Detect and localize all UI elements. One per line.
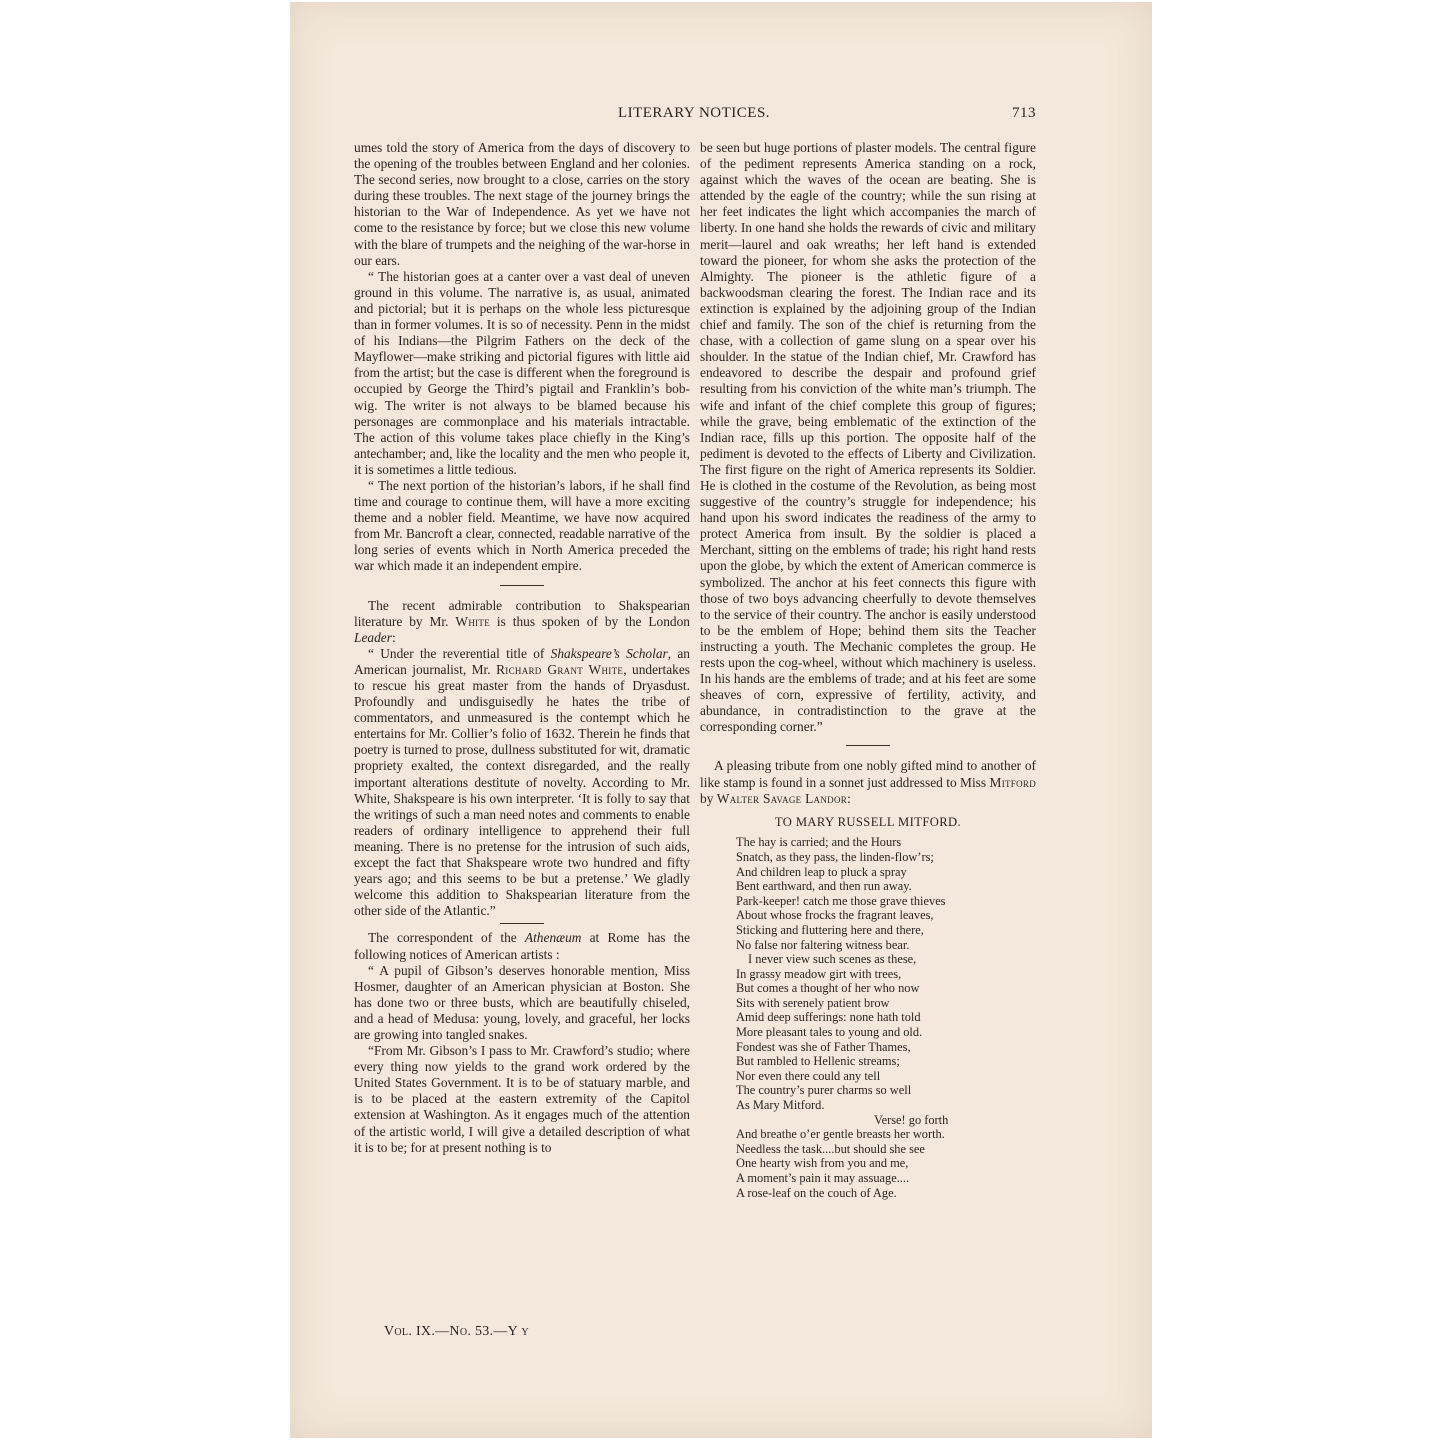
- page-number: 713: [1012, 105, 1036, 121]
- signature-mark: Vol. IX.—No. 53.—Y y: [384, 1324, 529, 1339]
- poem-line: Park-keeper! catch me those grave thieves: [736, 893, 946, 908]
- section-divider: [846, 745, 890, 746]
- poem-line: Nor even there could any tell: [736, 1068, 881, 1083]
- poem-title: TO MARY RUSSELL MITFORD.: [774, 814, 962, 829]
- poem-line: And children leap to pluck a spray: [736, 864, 907, 879]
- poem-line: A moment’s pain it may assuage....: [736, 1171, 910, 1185]
- poem-line: Sticking and fluttering here and there,: [736, 922, 924, 937]
- paragraph: The correspondent of the Athenæum at Rome has the following notices of American artists :: [354, 930, 691, 962]
- paragraph: “From Mr. Gibson’s I pass to Mr. Crawford’s studio; where every thing now yields to the grand work ordered by the United States Government. It is to be of statuary marble, and is to be placed at the eastern extremity of the Capitol extension at Washington. As it engages much of the attention of the artistic world, I will give a detailed description of what it is to be; for at present nothing is to: [354, 1043, 690, 1155]
- author-name: Walter Savage Landor: [716, 790, 848, 806]
- poem-line: Sits with serenely patient brow: [736, 995, 890, 1010]
- poem-line: About whose frocks the fragrant leaves,: [736, 908, 934, 923]
- poem-line: Amid deep sufferings: none hath told: [736, 1010, 921, 1025]
- right-column: [700, 140, 1036, 1200]
- paragraph: A pleasing tribute from one nobly gifted mind to another of like stamp is found in a sonnet just addressed to Miss Mitford by Walter Savage Landor:: [700, 758, 1036, 806]
- author-name: White: [455, 613, 491, 629]
- poem-line: But rambled to Hellenic streams;: [736, 1054, 900, 1069]
- left-column: [354, 140, 690, 1156]
- poem-line: Bent earthward, and then run away.: [736, 879, 912, 894]
- page-header: [352, 105, 1036, 125]
- paragraph: be seen but huge portions of plaster models. The central figure of the pediment represents America standing on a rock, against which the waves of the ocean are beating. She is attended by the eagle of the country; while the sun rising at her feet indicates the light which accompanies the march of liberty. In one hand she holds the rewards of civic and military merit—laurel and oak wreaths; her left hand is extended toward the pioneer, for whom she asks the protection of the Almighty. The pioneer is the athletic figure of a backwoodsman clearing the forest. The Indian race and its extinction is explained by the adjoining group of the Indian chief and family. The son of the chief is returning from the chase, with a collection of game slung on a spear over his shoulder. In the statue of the Indian chief, Mr. Crawford has endeavored to describe the despair and profound grief resulting from his conviction of the white man’s triumph. The wife and infant of the chief complete this group of figures; while the grave, being emblematic of the extinction of the Indian race, fills up this portion. The opposite half of the pediment is devoted to the effects of Liberty and Civilization. The first figure on the right of America represents its Soldier. He is clothed in the costume of the Revolution, as being most suggestive of the country’s struggle for independence; his hand upon his sword indicates the readiness of the army to protect America from insult. By the soldier is placed a Merchant, sitting on the emblems of trade; his right hand rests upon the globe, by which the extent of American commerce is symbolized. The anchor at his feet connects this figure with those of two boys advancing cheerfully to devote themselves to the service of their country. The anchor is easily understood to be the emblem of Hope; behind them sits the Teacher instructing a youth. The Mechanic completes the group. He rests upon the cog-wheel, without which machinery is useless. In his hands are the emblems of trade; and at his feet are some sheaves of corn, expressive of fertility, activity, and abundance, in contradistinction to the grave at the corresponding corner.”: [700, 140, 1036, 735]
- book-title: Shakspeare’s Scholar: [550, 645, 668, 661]
- author-name: Richard Grant White: [496, 661, 624, 677]
- publication-title: Leader: [354, 629, 392, 645]
- poem-line: In grassy meadow girt with trees,: [736, 966, 902, 981]
- poem-line: More pleasant tales to young and old.: [736, 1025, 923, 1040]
- poem-line: As Mary Mitford.: [736, 1098, 825, 1113]
- sonnet: [700, 815, 1036, 1200]
- poem-line: But comes a thought of her who now: [736, 981, 920, 996]
- poem-line: No false nor faltering witness bear.: [736, 937, 910, 952]
- publication-title: Athenæum: [524, 930, 582, 946]
- paragraph: “ A pupil of Gibson’s deserves honorable mention, Miss Hosmer, daughter of an American physician at Boston. She has done two or three busts, which are beautifully chiseled, and a head of Medusa: young, lovely, and graceful, her locks are growing into tangled snakes.: [354, 962, 690, 1042]
- document-page: [290, 2, 1152, 1438]
- poem-line: The hay is carried; and the Hours: [736, 835, 902, 850]
- poem-line: Snatch, as they pass, the linden-flow’rs;: [736, 849, 934, 864]
- poem-line: Verse! go forth: [874, 1112, 949, 1127]
- section-divider: [500, 923, 544, 924]
- running-title: LITERARY NOTICES.: [617, 105, 771, 121]
- poem-line: Fondest was she of Father Thames,: [736, 1039, 911, 1054]
- poem-line: One hearty wish from you and me,: [736, 1156, 909, 1171]
- person-name: Mitford: [989, 774, 1036, 790]
- paragraph: “ The historian goes at a canter over a vast deal of uneven ground in this volume. The narrative is, as usual, animated and pictorial; but it is perhaps on the whole less picturesque than in former volumes. It is so of necessity. Penn in the midst of his Indians—the Pilgrim Fathers on the deck of the Mayflower—make striking and pictorial figures with little aid from the artist; but the case is different when the foreground is occupied by George the Third’s pigtail and Franklin’s bob-wig. The writer is not always to be blamed because his personages are commonplace and his materials intractable. The action of this volume takes place chiefly in the King’s antechamber; and, like the locality and the men who people it, it is sometimes a little tedious.: [354, 268, 690, 477]
- poem-line: I never view such scenes as these,: [748, 952, 917, 967]
- poem-line: And breathe o’er gentle breasts her worth.: [736, 1127, 945, 1142]
- poem-line: A rose-leaf on the couch of Age.: [736, 1185, 897, 1200]
- paragraph: “ Under the reverential title of Shakspeare’s Scholar, an American journalist, Mr. Richard Grant White, undertakes to rescue his great master from the hands of Dryasdust. Profoundly and undisguisedly he hates the tribe of commentators, and unmeasured is the contempt which he entertains for Mr. Collier’s folio of 1632. Therein he finds that poetry is turned to prose, dullness substituted for wit, dramatic propriety exalted, the context disregarded, and the really important alterations destitute of novelty. According to Mr. White, Shakspeare is his own interpreter. ‘It is folly to say that the writings of such a man need notes and comments to enable readers of ordinary intelligence to apprehend their full meaning. There is no pretense for the intrusion of such aids, except the fact that Shakspeare wrote two hundred and fifty years ago; and this seems to be but a pretense.’ We gladly welcome this addition to Shakspearian literature from the other side of the Atlantic.”: [354, 645, 690, 919]
- poem-line: The country’s purer charms so well: [736, 1083, 912, 1098]
- section-divider: [500, 585, 544, 586]
- poem-line: Needless the task....but should she see: [736, 1141, 925, 1156]
- paragraph: umes told the story of America from the days of discovery to the opening of the troubles between England and her colonies. The second series, now brought to a close, carries on the story during these troubles. The next stage of the journey brings the historian to the War of Independence. As yet we have not come to the resistance by force; but we close this new volume with the blare of trumpets and the neighing of the war-horse in our ears.: [354, 140, 690, 268]
- paragraph: “ The next portion of the historian’s labors, if he shall find time and courage to continue them, will have a more exciting theme and a nobler field. Meantime, we have now acquired from Mr. Bancroft a clear, connected, readable narrative of the long series of events which in North America preceded the war which made it an independent empire.: [354, 477, 690, 574]
- paragraph: The recent admirable contribution to Shakspearian literature by Mr. White is thus spoken of by the London Leader:: [354, 597, 691, 645]
